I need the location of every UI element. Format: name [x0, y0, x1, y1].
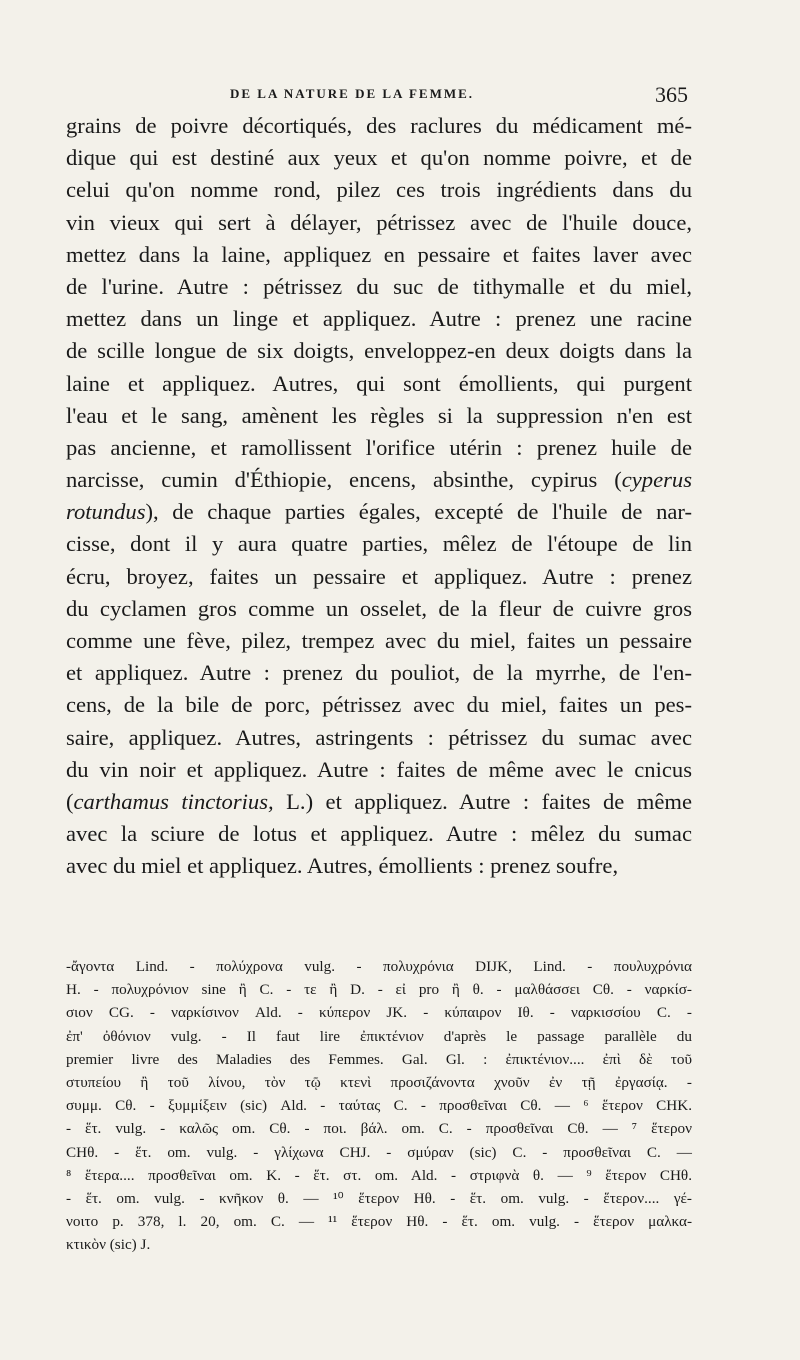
text-line-rotundus [66, 496, 692, 528]
text-line: dique qui est destiné aux yeux et qu'on nomme poivre, et de [66, 145, 692, 171]
footnote-line: H. - πολυχρόνιον sine ἢ C. - τε ἢ D. - εἰ pro ἢ θ. - μαλθάσσει Cθ. - ναρκίσ- [66, 981, 692, 999]
italic-term: rotundus [66, 499, 146, 525]
text-line: vin vieux qui sert à délayer, pétrissez avec de l'huile douce, [66, 209, 692, 235]
text-fragment: L.) et appliquez. Autre : faites de même [273, 788, 693, 814]
footnote-line: CHθ. - ἕτ. om. vulg. - γλίχωνα CHJ. - σμύραν (sic) C. - προσθεῖναι C. — [66, 1143, 692, 1161]
text-line: pas ancienne, et ramollissent l'orifice utérin : prenez huile de [66, 434, 692, 460]
text-line: mettez dans un linge et appliquez. Autre : prenez une racine [66, 306, 692, 332]
running-head [0, 82, 800, 112]
footnote-line: premier livre des Maladies des Femmes. Gal. Gl. : ἐπικτένιον.... ἐπὶ δὲ τοῦ [66, 1050, 692, 1068]
footnote-line: -ἄγοντα Lind. - πολύχρονα vulg. - πολυχρόνια DIJK, Lind. - πουλυχρόνια [66, 958, 692, 975]
text-line: laine et appliquez. Autres, qui sont émollients, qui purgent [66, 370, 692, 396]
text-fragment: narcisse, cumin d'Éthiopie, encens, absinthe, cypirus ( [66, 467, 622, 493]
footnote-line: ἐπ' ὀθόνιον vulg. - Il faut lire ἐπικτένιον d'après le passage parallèle du [66, 1027, 692, 1045]
footnotes [66, 955, 692, 1256]
text-line: cens, de la bile de porc, pétrissez avec du miel, faites un pes- [66, 692, 692, 718]
body-text [66, 110, 692, 883]
italic-term: carthamus tinctorius, [73, 788, 274, 814]
text-line-carthamus [66, 786, 692, 818]
text-line: l'eau et le sang, amènent les règles si la suppression n'en est [66, 402, 692, 428]
text-line: saire, appliquez. Autres, astringents : pétrissez du sumac avec [66, 724, 692, 750]
text-line: écru, broyez, faites un pessaire et appliquez. Autre : prenez [66, 563, 692, 589]
footnote-line: κτικὸν (sic) J. [66, 1236, 151, 1254]
page-number: 365 [655, 82, 688, 107]
text-line: celui qu'on nomme rond, pilez ces trois ingrédients dans du [66, 177, 692, 203]
italic-term: cyperus [621, 467, 692, 493]
text-line-cyperus [66, 464, 692, 496]
text-line: du cyclamen gros comme un osselet, de la fleur de cuivre gros [66, 595, 692, 621]
running-title: DE LA NATURE DE LA FEMME. [230, 86, 475, 101]
text-fragment: ), de chaque parties égales, excepté de l'huile de nar- [145, 499, 692, 525]
text-fragment: ( [66, 788, 74, 814]
footnote-line: ⁸ ἕτερα.... προσθεῖναι om. K. - ἕτ. στ. om. Ald. - στριφνὰ θ. — ⁹ ἕτερον CHθ. [66, 1166, 692, 1184]
text-line: avec du miel et appliquez. Autres, émollients : prenez soufre, [66, 853, 619, 879]
text-line: grains de poivre décortiqués, des raclures du médicament mé- [66, 113, 692, 138]
text-line: de scille longue de six doigts, enveloppez-en deux doigts dans la [66, 338, 692, 364]
text-line: de l'urine. Autre : pétrissez du suc de tithymalle et du miel, [66, 273, 692, 299]
footnote-line: - ἕτ. om. vulg. - κνῆκον θ. — ¹⁰ ἕτερον Hθ. - ἕτ. om. vulg. - ἕτερον.... γέ- [66, 1189, 692, 1207]
text-line: mettez dans la laine, appliquez en pessaire et faites laver avec [66, 241, 692, 267]
footnote-line: - ἕτ. vulg. - καλῶς om. Cθ. - ποι. βάλ. om. C. - προσθεῖναι Cθ. — ⁷ ἕτερον [66, 1120, 692, 1138]
text-line: cisse, dont il y aura quatre parties, mêlez de l'étoupe de lin [66, 531, 692, 557]
footnote-line: σιον CG. - ναρκίσινον Ald. - κύπερον JK. - κύπαιρον Iθ. - ναρκισσίου C. - [66, 1004, 692, 1022]
footnote-line: στυπείου ἢ τοῦ λίνου, τὸν τῷ κτενὶ προσιζάνοντα χνοῦν ἐν τῇ ἐργασίᾳ. - [66, 1073, 692, 1091]
text-line: avec la sciure de lotus et appliquez. Autre : mêlez du sumac [66, 821, 692, 847]
text-line: comme une fève, pilez, trempez avec du miel, faites un pessaire [66, 628, 692, 653]
footnote-line: νοιτο p. 378, l. 20, om. C. — ¹¹ ἕτερον Hθ. - ἕτ. om. vulg. - ἕτερον μαλκα- [66, 1213, 692, 1231]
footnote-line: συμμ. Cθ. - ξυμμίξειν (sic) Ald. - ταύτας C. - προσθεῖναι Cθ. — ⁶ ἕτερον CHK. [66, 1097, 692, 1115]
text-line: du vin noir et appliquez. Autre : faites de même avec le cnicus [66, 756, 692, 782]
text-line: et appliquez. Autre : prenez du pouliot, de la myrrhe, de l'en- [66, 660, 692, 686]
